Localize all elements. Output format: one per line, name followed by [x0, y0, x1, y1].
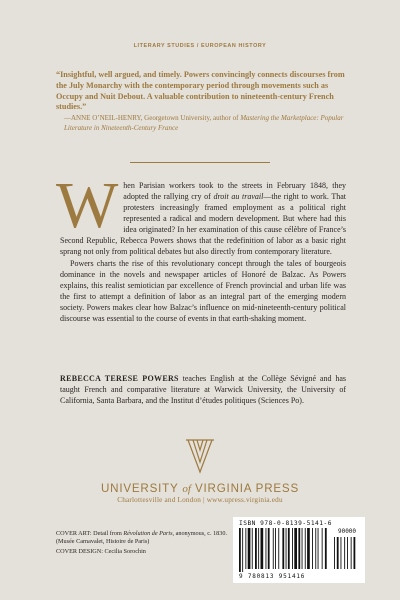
description-p2: Powers charts the rise of this revolutionary concept through the tales of bourgeois dominance in the novels and newspaper articles of Honoré de Balzac. As Powers explains, this realist semiotician par excellence of French provincial and urban life was the first to attempt a definition of labor as an integral part of the emerging modern society. Powers makes clear how Balzac’s influence on mid-nineteenth-century political discourse was essential to the course of events in that earth-shaking moment.	[60, 259, 346, 323]
addon-digits: 90000	[337, 528, 357, 535]
cover-design-credit: COVER DESIGN: Cecilia Sorochin	[56, 548, 146, 556]
divider-rule	[130, 162, 270, 163]
description-p1-a: hen Parisian workers took to the streets in February 1848, they adopted the rallying cry of	[123, 181, 346, 201]
publisher-name-of: of	[182, 483, 191, 495]
cover-art-credit	[56, 530, 236, 546]
cover-art-title: Révolution de Paris	[123, 530, 173, 537]
attribution-prefix: —ANNE O’NEIL-HENRY, Georgetown University, author of	[64, 114, 241, 123]
isbn-barcode	[233, 517, 365, 583]
blurb-quote: “Insightful, well argued, and timely. Powers convincingly connects discourses from the July Monarchy with the contemporary period through movements such as Occupy and Nuit Debout. A valuable contribution to nineteenth-century French studies.”	[56, 70, 345, 112]
author-bio	[60, 373, 346, 406]
review-blurb	[56, 70, 348, 133]
category-label: LITERARY STUDIES / EUROPEAN HISTORY	[133, 43, 267, 49]
cover-credits	[56, 530, 236, 559]
author-name: REBECCA TERESE POWERS	[60, 374, 179, 383]
publisher-block	[0, 436, 400, 504]
drop-cap: W	[56, 169, 119, 242]
isbn-label: ISBN 978-0-8139-5141-6	[239, 520, 332, 527]
description-p1-b: —the right to work. That protesters increasingly framed employment as a political right represented a radical and modern development. But where had this idea originated? In her examination of this cause célèbre of France’s Second Republic, Rebecca Powers shows that the redefinition of labor as a basic right sprang not only from political debates but also directly from contemporary literature.	[60, 192, 347, 256]
attribution-book-title: Mastering the Marketplace: Popular Literature in Nineteenth-Century France	[64, 114, 344, 132]
publisher-name-b: VIRGINIA PRESS	[195, 482, 299, 495]
book-description	[56, 169, 347, 324]
blurb-attribution	[64, 114, 348, 133]
cover-art-label: COVER ART: Detail from	[56, 530, 124, 537]
university-press-v-monogram-icon	[185, 436, 215, 476]
ean-digits: 9 780813 951416	[239, 573, 306, 580]
publisher-name-a: UNIVERSITY	[101, 482, 179, 495]
publisher-name	[0, 482, 400, 495]
cover-art-rest: , anonymous, c. 1830. (Musée Carnavalet, Histoire de Paris)	[56, 530, 228, 546]
description-p1-italic: droit au travail	[213, 192, 264, 201]
author-bio-text: teaches English at the Collège Sévigné and has taught French and comparative literature at Warwick University, the University of California, Santa Barbara, and the Institut d’études politiques (Sciences Po).	[60, 374, 346, 405]
publisher-location-url: Charlottesville and London | www.upress.virginia.edu	[117, 496, 283, 504]
